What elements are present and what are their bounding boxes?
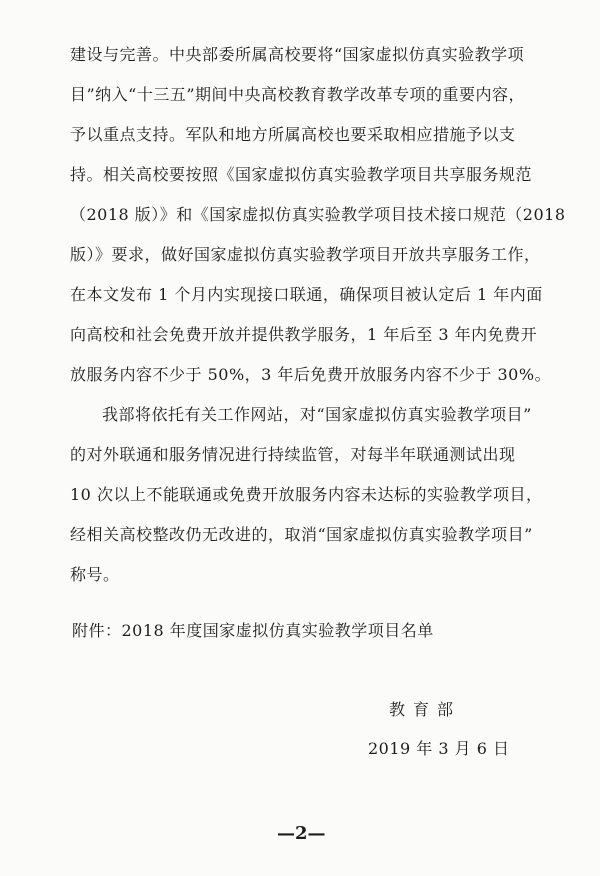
paragraph-2-line-1: 我部将依托有关工作网站，对“国家虚拟仿真实验教学项目”: [102, 405, 532, 424]
paragraph-1-line-8: 向高校和社会免费开放并提供教学服务，1 年后至 3 年内免费开: [70, 325, 538, 344]
attachment-line: 附件：2018 年度国家虚拟仿真实验教学项目名单: [72, 621, 434, 640]
paragraph-2-line-5: 称号。: [70, 565, 120, 584]
paragraph-2-line-2: 的对外联通和服务情况进行持续监管，对每半年联通测试出现: [70, 445, 516, 464]
signature-organization: 教育部: [389, 700, 462, 719]
signature-date: 2019 年 3 月 6 日: [368, 739, 510, 758]
paragraph-2-line-4: 经相关高校整改仍无改进的，取消“国家虚拟仿真实验教学项目”: [70, 525, 533, 544]
paragraph-1-line-3: 予以重点支持。军队和地方所属高校也要采取相应措施予以支: [70, 125, 516, 144]
page-number: —2—: [277, 823, 326, 844]
paragraph-1-line-7: 在本文发布 1 个月内实现接口联通，确保项目被认定后 1 年内面: [70, 285, 543, 304]
paragraph-1-line-5: （2018 版）》和《国家虚拟仿真实验教学项目技术接口规范（2018: [70, 205, 566, 224]
paragraph-1-line-9: 放服务内容不少于 50%，3 年后免费开放服务内容不少于 30%。: [70, 365, 552, 384]
paragraph-1-line-6: 版）》要求，做好国家虚拟仿真实验教学项目开放共享服务工作，: [70, 245, 541, 264]
paragraph-1-line-2: 目”纳入“十三五”期间中央高校教育教学改革专项的重要内容，: [70, 85, 526, 104]
paragraph-2-line-3: 10 次以上不能联通或免费开放服务内容未达标的实验教学项目，: [70, 485, 543, 504]
paragraph-1-line-4: 持。相关高校要按照《国家虚拟仿真实验教学项目共享服务规范: [70, 165, 533, 184]
paragraph-1-line-1: 建设与完善。中央部委所属高校要将“国家虚拟仿真实验教学项: [70, 45, 525, 64]
